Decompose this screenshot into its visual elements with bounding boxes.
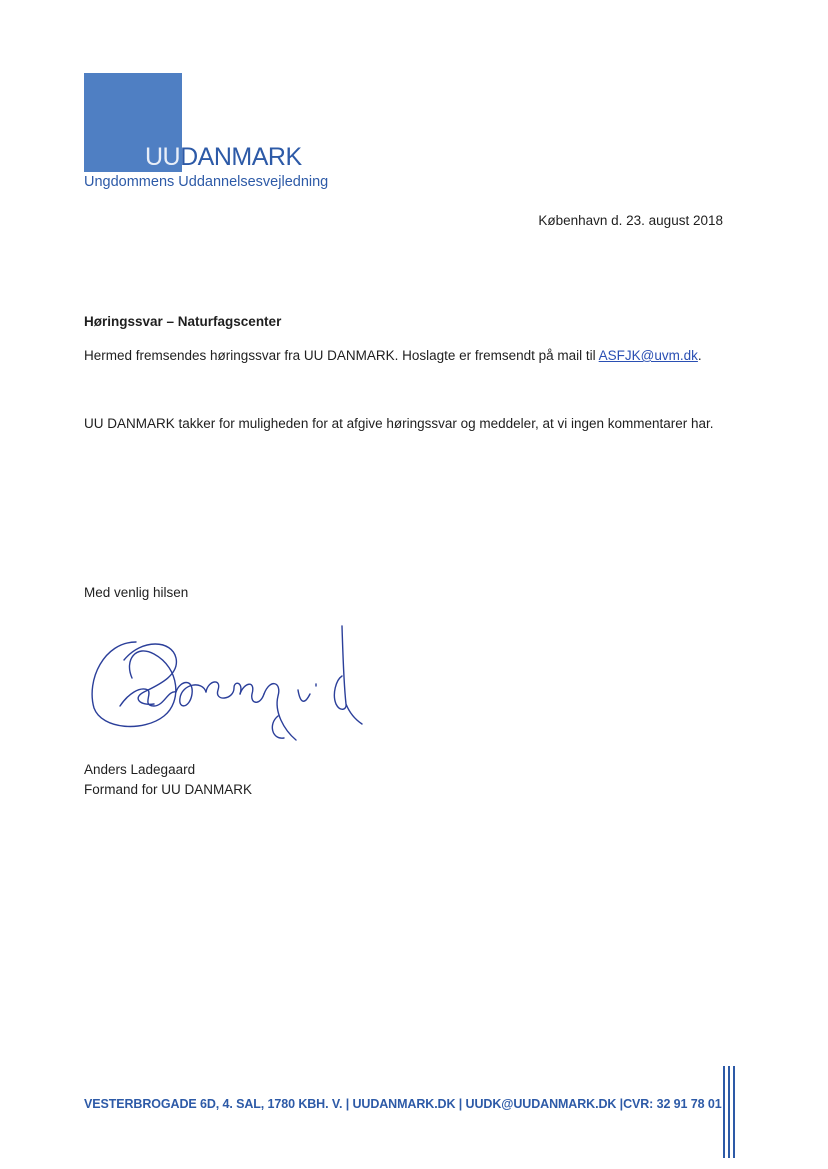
footer-decorative-bars: [722, 1066, 736, 1158]
letter-subject: Høringssvar – Naturfagscenter: [84, 314, 282, 329]
letter-date: København d. 23. august 2018: [538, 213, 723, 228]
signer-title: Formand for UU DANMARK: [84, 782, 253, 797]
signer-name: Anders Ladegaard: [84, 762, 196, 777]
email-link[interactable]: ASFJK@uvm.dk: [598, 348, 698, 363]
paragraph-intro: Hermed fremsendes høringssvar fra UU DANMARK. Hoslagte er fremsendt på mail til ASFJK@uvm.dk.: [84, 348, 702, 363]
logo-tagline: Ungdommens Uddannelsesvejledning: [84, 174, 329, 190]
handwritten-signature: [84, 620, 384, 750]
paragraph-response: UU DANMARK takker for muligheden for at afgive høringssvar og meddeler, at vi ingen kommentarer har.: [84, 416, 714, 431]
footer-contact: VESTERBROGADE 6D, 4. SAL, 1780 KBH. V. | UUDANMARK.DK | UUDK@UUDANMARK.DK |CVR: 32 91 78 01: [84, 1097, 722, 1111]
closing: Med venlig hilsen: [84, 585, 189, 600]
logo-wordmark: UUDANMARK: [145, 143, 302, 171]
